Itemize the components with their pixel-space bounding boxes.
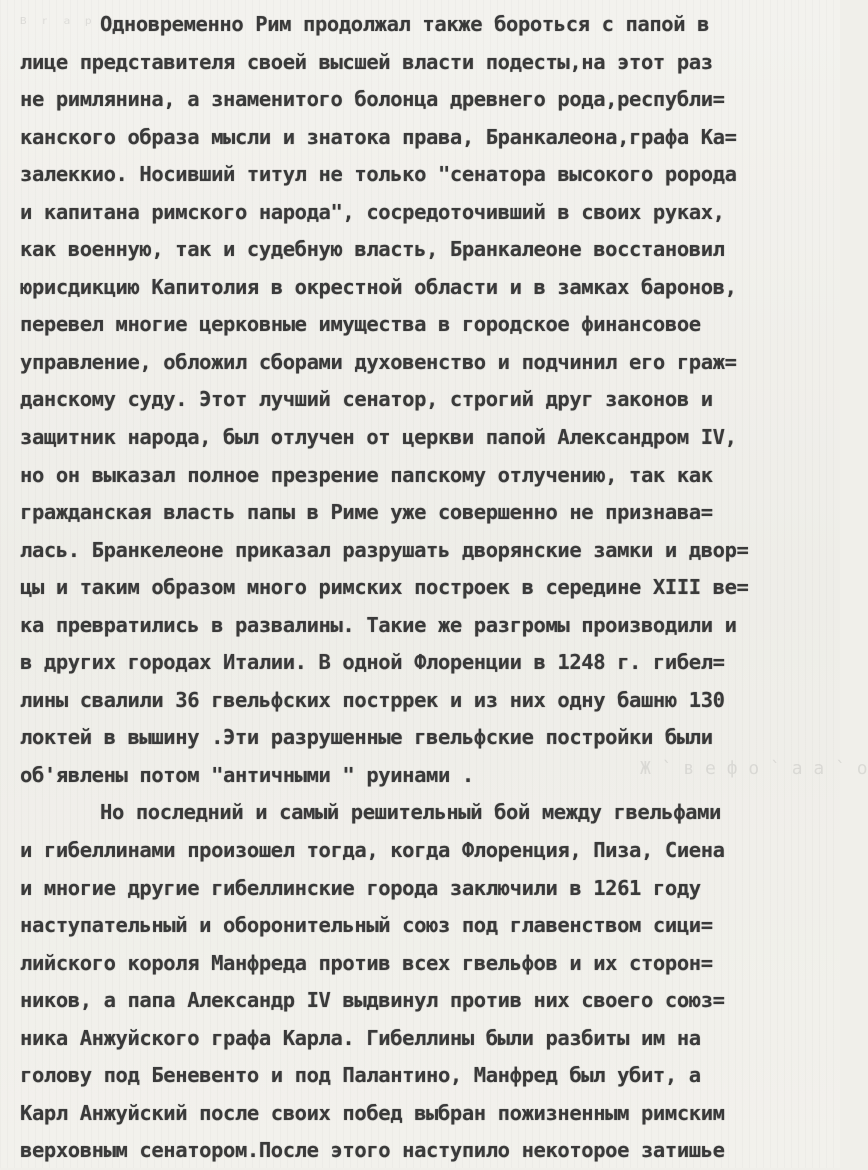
text-line: наступательный и оборонительный союз под главенством сици= (20, 913, 713, 938)
text-line: не римлянина, а знаменитого болонца древнего рода,республи= (20, 87, 725, 112)
text-line: голову под Беневенто и под Палантино, Манфред был убит, а (20, 1063, 701, 1088)
text-line: и многие другие гибеллинские города заключили в 1261 году (20, 875, 701, 900)
text-line: канского образа мысли и знатока права, Бранкалеона,графа Ка= (20, 124, 737, 149)
text-line: об'явлены потом "античными " руинами . (20, 762, 474, 787)
text-line: в других городах Италии. В одной Флоренции в 1248 г. гибел= (20, 650, 725, 675)
text-line: гражданская власть папы в Риме уже совершенно не признава= (20, 500, 713, 525)
text-line: ников, а папа Александр IV выдвинул против них своего союз= (20, 988, 725, 1013)
text-line: перевел многие церковные имущества в городское финансовое (20, 312, 701, 337)
text-line: юрисдикцию Капитолия в окрестной области и в замках баронов, (20, 274, 737, 299)
text-line: локтей в вышину .Эти разрушенные гвельфские постройки были (20, 725, 713, 750)
typewritten-text (20, 6, 825, 1170)
text-line: лийского короля Манфреда против всех гвельфов и их сторон= (20, 950, 713, 975)
text-line: но он выказал полное презрение папскому отлучению, так как (20, 462, 713, 487)
text-line: Карл Анжуйский после своих побед выбран пожизненным римским (20, 1100, 725, 1125)
text-line: лице представителя своей высшей власти подесты,на этот раз (20, 49, 713, 74)
text-line: и капитана римского народа", сосредоточивший в своих руках, (20, 199, 725, 224)
bleed-through-text: ᴮ ʳ ᵃ ᵖ ᵉ (18, 14, 116, 35)
text-line: верховным сенатором.После этого наступило некоторое затишье (20, 1138, 725, 1163)
text-line: как военную, так и судебную власть, Бранкалеоне восстановил (20, 237, 725, 262)
text-line: залеккио. Носивший титул не только "сенатора высокого ророда (20, 162, 737, 187)
bleed-through-text: Ж ` в е ф о ` а а ` о (640, 758, 868, 779)
text-line: и гибеллинами произошел тогда, когда Флоренция, Пиза, Сиена (20, 838, 725, 863)
text-line: Но последний и самый решительный бой между гвельфами (100, 800, 721, 825)
text-line: данскому суду. Этот лучший сенатор, строгий друг законов и (20, 387, 713, 412)
text-line: ка превратились в развалины. Такие же разгромы производили и (20, 612, 737, 637)
text-line: цы и таким образом много римских построек в середине XIII ве= (20, 575, 749, 600)
text-line: ника Анжуйского графа Карла. Гибеллины были разбиты им на (20, 1025, 701, 1050)
text-line: Одновременно Рим продолжал также бороться с папой в (100, 12, 710, 36)
text-line: лась. Бранкелеоне приказал разрушать дворянские замки и двор= (20, 537, 749, 562)
text-line: лины свалили 36 гвельфских постррек и из них одну башню 130 (20, 687, 725, 712)
text-line: управление, обложил сборами духовенство и подчинил его граж= (20, 349, 737, 374)
text-line: защитник народа, был отлучен от церкви папой Александром IV, (20, 425, 737, 450)
